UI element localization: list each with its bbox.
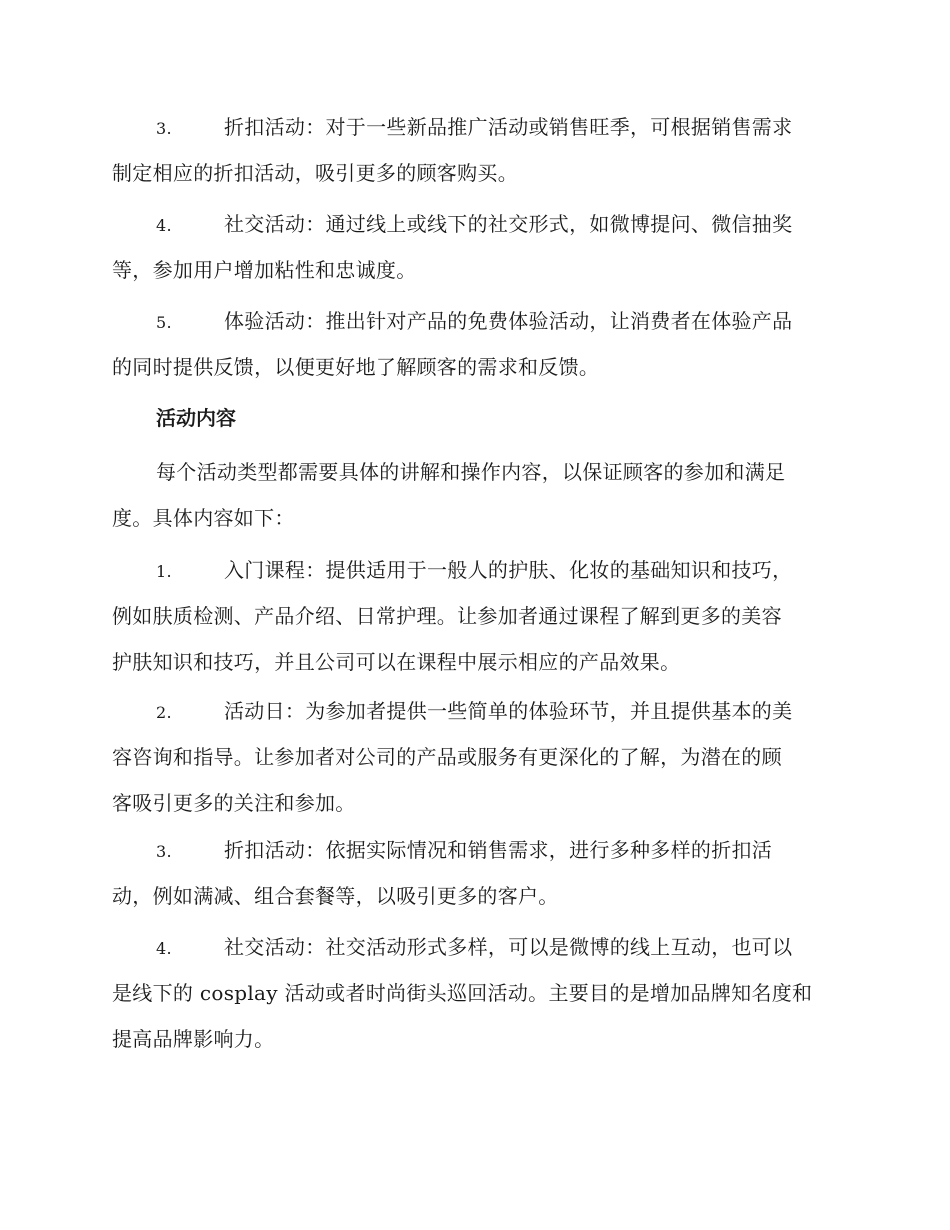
list-item xyxy=(112,201,834,293)
list-number: 4. xyxy=(156,939,172,958)
list-item xyxy=(112,827,834,919)
list-item-continuation: 是线下的 cosplay 活动或者时尚街头巡回活动。主要目的是增加品牌知名度和 xyxy=(112,981,813,1005)
list-item-continuation: 的同时提供反馈，以便更好地了解顾客的需求和反馈。 xyxy=(112,355,600,379)
list-item xyxy=(112,104,834,196)
intro-paragraph xyxy=(112,449,834,541)
paragraph-first-line: 每个活动类型都需要具体的讲解和操作内容，以保证顾客的参加和满足 xyxy=(156,460,786,484)
list-item-continuation: 动，例如满减、组合套餐等，以吸引更多的客户。 xyxy=(112,884,559,908)
list-item-continuation: 容咨询和指导。让参加者对公司的产品或服务有更深化的了解，为潜在的顾 xyxy=(112,745,782,769)
list-item-first-line xyxy=(112,688,834,734)
list-number: 3. xyxy=(156,119,172,138)
list-item xyxy=(112,298,834,390)
list-item-text: 体验活动：推出针对产品的免费体验活动，让消费者在体验产品 xyxy=(224,309,793,333)
list-number: 2. xyxy=(156,703,172,722)
section-heading-block xyxy=(112,395,834,441)
list-item xyxy=(112,924,834,1062)
list-item-first-line xyxy=(112,201,834,247)
list-item-continuation: 例如肤质检测、产品介绍、日常护理。让参加者通过课程了解到更多的美容 xyxy=(112,604,782,628)
list-number: 5. xyxy=(156,313,172,332)
list-item-first-line xyxy=(112,298,834,344)
list-item xyxy=(112,547,834,685)
list-item-text: 入门课程：提供适用于一般人的护肤、化妆的基础知识和技巧， xyxy=(224,558,793,582)
list-item xyxy=(112,688,834,826)
list-item-text: 社交活动：通过线上或线下的社交形式，如微博提问、微信抽奖 xyxy=(224,212,793,236)
list-item-text: 活动日：为参加者提供一些简单的体验环节，并且提供基本的美 xyxy=(224,699,793,723)
list-item-first-line xyxy=(112,924,834,970)
list-item-continuation: 客吸引更多的关注和参加。 xyxy=(112,791,356,815)
list-item-text: 折扣活动：依据实际情况和销售需求，进行多种多样的折扣活 xyxy=(224,838,773,862)
list-number: 1. xyxy=(156,562,172,581)
paragraph-continuation: 度。具体内容如下： xyxy=(112,506,295,530)
list-item-text: 社交活动：社交活动形式多样，可以是微博的线上互动，也可以 xyxy=(224,935,793,959)
list-number: 3. xyxy=(156,842,172,861)
list-item-text: 折扣活动：对于一些新品推广活动或销售旺季，可根据销售需求 xyxy=(224,115,793,139)
list-item-continuation: 提高品牌影响力。 xyxy=(112,1027,275,1051)
list-item-first-line xyxy=(112,827,834,873)
list-item-continuation: 制定相应的折扣活动，吸引更多的顾客购买。 xyxy=(112,161,518,185)
list-item-continuation: 等，参加用户增加粘性和忠诚度。 xyxy=(112,258,417,282)
list-item-continuation: 护肤知识和技巧，并且公司可以在课程中展示相应的产品效果。 xyxy=(112,650,681,674)
section-heading: 活动内容 xyxy=(156,406,236,430)
list-item-first-line xyxy=(112,104,834,150)
list-item-first-line xyxy=(112,547,834,593)
list-number: 4. xyxy=(156,216,172,235)
